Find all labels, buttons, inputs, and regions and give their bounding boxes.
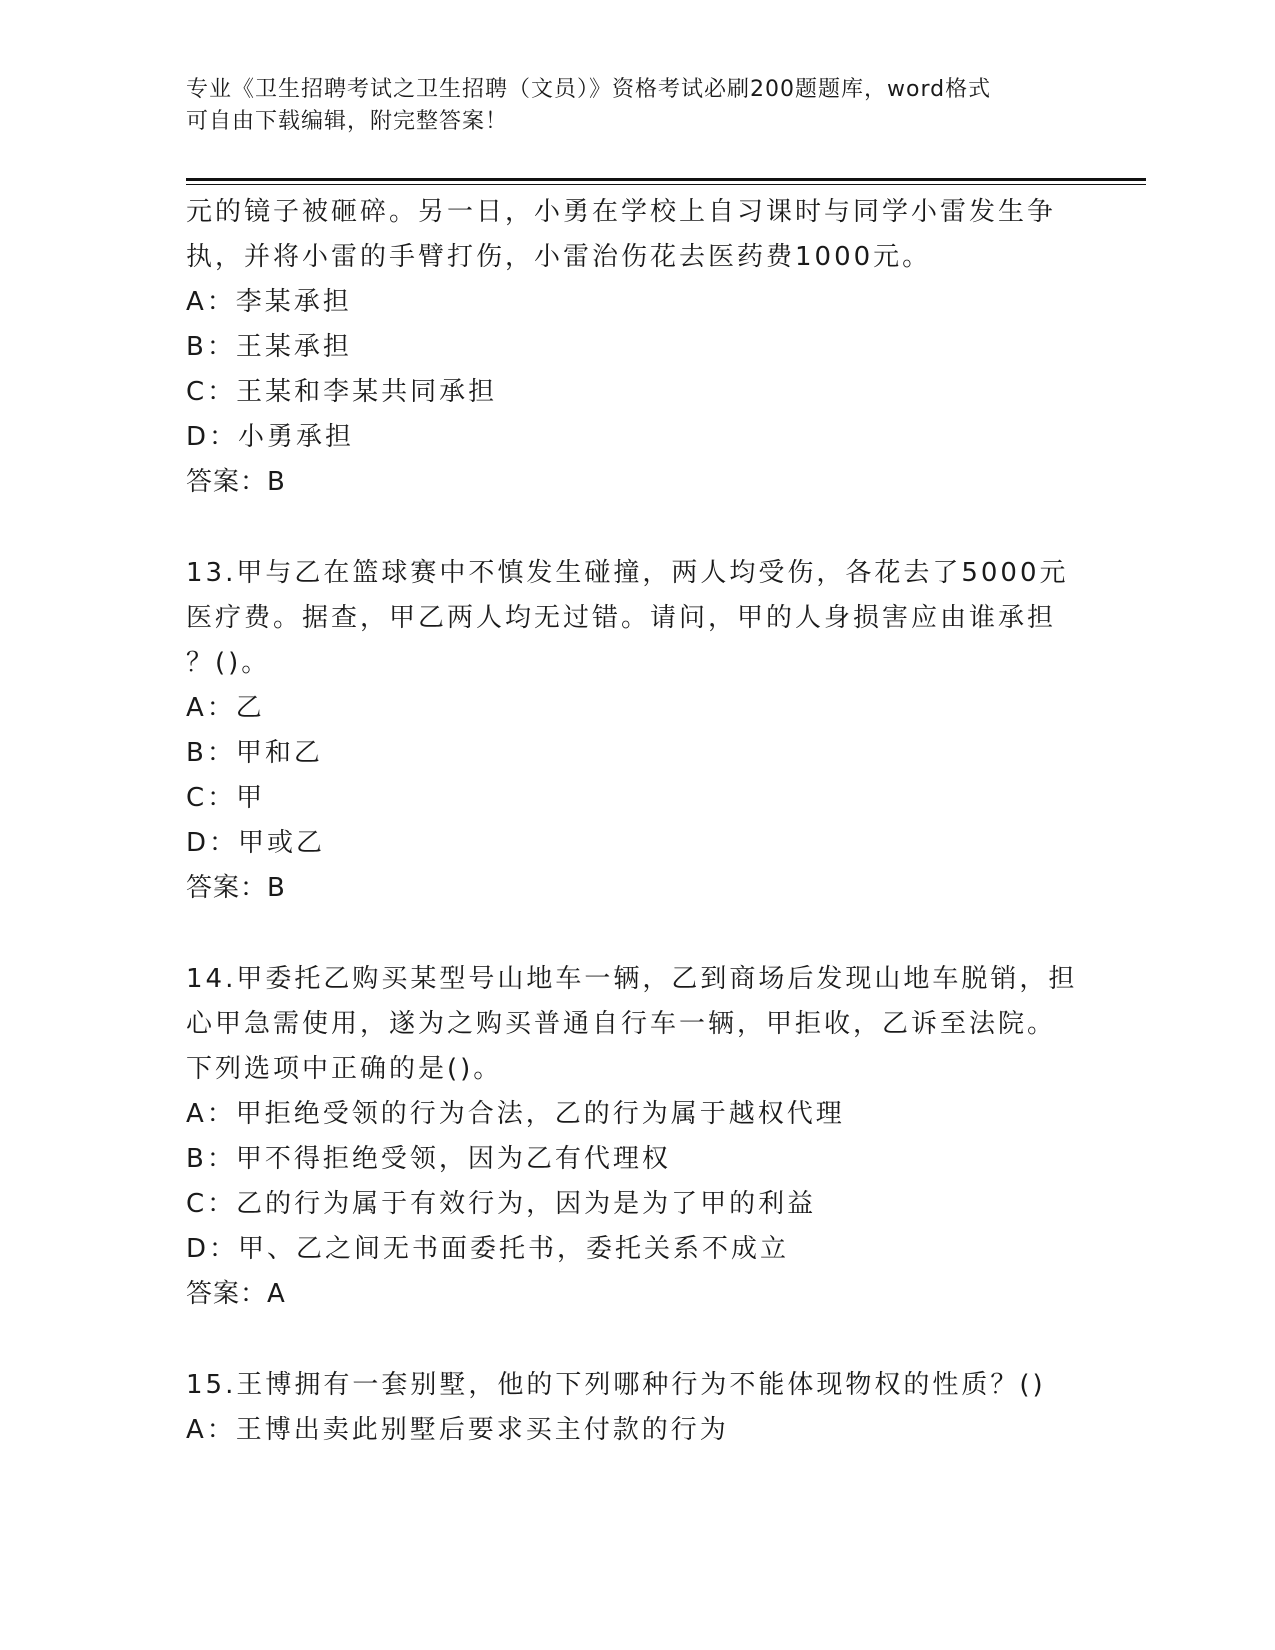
question-stem-line: 心甲急需使用，遂为之购买普通自行车一辆，甲拒收，乙诉至法院。 xyxy=(186,1009,1057,1039)
question-spacer xyxy=(186,911,1086,957)
question-stem-line: 元的镜子被砸碎。另一日，小勇在学校上自习课时与同学小雷发生争 xyxy=(186,197,1057,227)
header-divider-thin xyxy=(186,184,1146,185)
question-list xyxy=(186,190,1086,1453)
question-stem-line: 15.王博拥有一套别墅，他的下列哪种行为不能体现物权的性质？() xyxy=(186,1370,1046,1400)
question-12 xyxy=(186,190,1086,505)
option-c: C：甲 xyxy=(186,783,266,813)
question-stem-line: 下列选项中正确的是()。 xyxy=(186,1054,503,1084)
option-a: A：李某承担 xyxy=(186,287,352,317)
question-spacer xyxy=(186,1317,1086,1363)
answer-line: 答案：B xyxy=(186,873,286,903)
header-title-line-2: 可自由下载编辑，附完整答案！ xyxy=(186,109,509,134)
option-d: D：甲或乙 xyxy=(186,828,326,858)
option-a: A：甲拒绝受领的行为合法，乙的行为属于越权代理 xyxy=(186,1099,845,1129)
question-14 xyxy=(186,957,1086,1317)
question-stem-line: 13.甲与乙在篮球赛中不慎发生碰撞，两人均受伤，各花去了5000元 xyxy=(186,558,1069,588)
question-stem-line: ？()。 xyxy=(186,648,271,678)
option-b: B：甲不得拒绝受领，因为乙有代理权 xyxy=(186,1144,671,1174)
answer-line: 答案：A xyxy=(186,1279,286,1309)
option-d: D：小勇承担 xyxy=(186,422,355,452)
option-d: D：甲、乙之间无书面委托书，委托关系不成立 xyxy=(186,1234,790,1264)
question-stem-line: 14.甲委托乙购买某型号山地车一辆，乙到商场后发现山地车脱销，担 xyxy=(186,964,1078,994)
question-15 xyxy=(186,1363,1086,1453)
option-a: A：乙 xyxy=(186,693,265,723)
option-c: C：王某和李某共同承担 xyxy=(186,377,498,407)
option-b: B：甲和乙 xyxy=(186,738,323,768)
question-stem-line: 执，并将小雷的手臂打伤，小雷治伤花去医药费1000元。 xyxy=(186,242,932,272)
document-header xyxy=(186,74,1066,138)
option-a: A：王博出卖此别墅后要求买主付款的行为 xyxy=(186,1415,729,1445)
answer-line: 答案：B xyxy=(186,467,286,497)
header-divider-thick xyxy=(186,178,1146,181)
question-stem-line: 医疗费。据查，甲乙两人均无过错。请问，甲的人身损害应由谁承担 xyxy=(186,603,1057,633)
question-spacer xyxy=(186,505,1086,551)
option-c: C：乙的行为属于有效行为，因为是为了甲的利益 xyxy=(186,1189,817,1219)
option-b: B：王某承担 xyxy=(186,332,352,362)
header-title-line-1: 专业《卫生招聘考试之卫生招聘（文员）》资格考试必刷200题题库，word格式 xyxy=(186,77,992,102)
question-13 xyxy=(186,551,1086,911)
